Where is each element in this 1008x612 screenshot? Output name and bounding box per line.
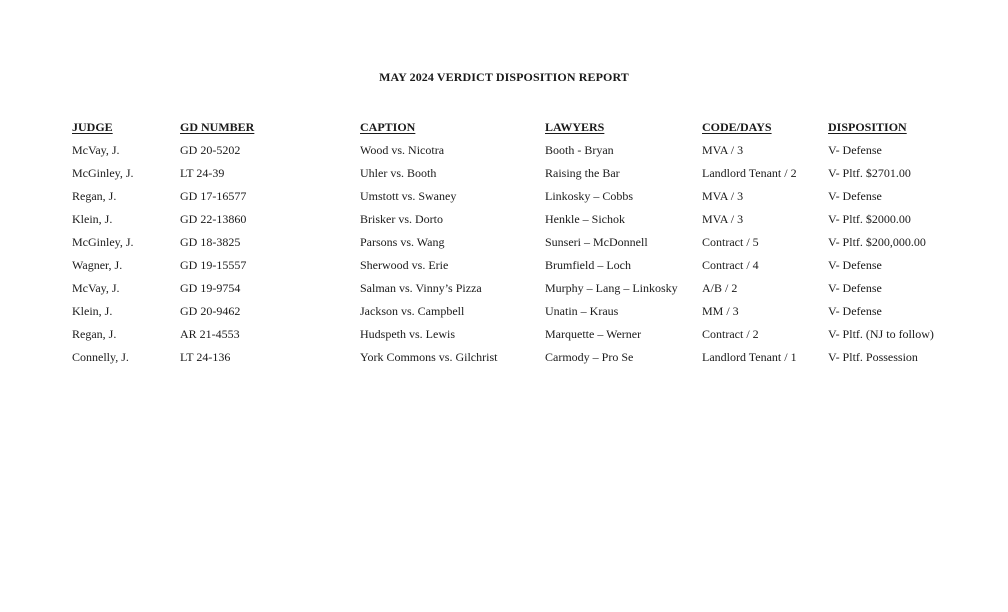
cell-code-days: Contract / 2 xyxy=(702,327,759,341)
table-row xyxy=(72,300,968,323)
cell-judge: Klein, J. xyxy=(72,304,113,318)
cell-caption: Uhler vs. Booth xyxy=(360,166,437,180)
cell-caption: Salman vs. Vinny’s Pizza xyxy=(360,281,482,295)
cell-caption: Hudspeth vs. Lewis xyxy=(360,327,455,341)
cell-lawyers: Marquette – Werner xyxy=(545,327,642,341)
table-row xyxy=(72,208,968,231)
cell-code-days: MVA / 3 xyxy=(702,212,744,226)
cell-judge: Klein, J. xyxy=(72,212,113,226)
cell-judge: Regan, J. xyxy=(72,189,117,203)
table-row xyxy=(72,254,968,277)
column-header-disposition: DISPOSITION xyxy=(828,120,907,134)
table-row xyxy=(72,323,968,346)
cell-lawyers: Carmody – Pro Se xyxy=(545,350,634,364)
table-row xyxy=(72,277,968,300)
cell-disposition: V- Pltf. Possession xyxy=(828,350,918,364)
cell-judge: Connelly, J. xyxy=(72,350,129,364)
column-header-gd-number: GD NUMBER xyxy=(180,120,255,134)
cell-judge: Wagner, J. xyxy=(72,258,123,272)
cell-gd-number: GD 19-9754 xyxy=(180,281,241,295)
cell-code-days: Landlord Tenant / 2 xyxy=(702,166,797,180)
cell-lawyers: Unatin – Kraus xyxy=(545,304,619,318)
column-header-code-days: CODE/DAYS xyxy=(702,120,772,134)
cell-lawyers: Brumfield – Loch xyxy=(545,258,631,272)
cell-gd-number: LT 24-136 xyxy=(180,350,231,364)
table-header-row xyxy=(72,116,968,139)
cell-gd-number: GD 17-16577 xyxy=(180,189,247,203)
cell-code-days: Landlord Tenant / 1 xyxy=(702,350,797,364)
verdict-table xyxy=(72,116,968,369)
cell-judge: McGinley, J. xyxy=(72,166,134,180)
cell-lawyers: Booth - Bryan xyxy=(545,143,614,157)
cell-caption: Jackson vs. Campbell xyxy=(360,304,465,318)
cell-code-days: Contract / 5 xyxy=(702,235,759,249)
cell-judge: McGinley, J. xyxy=(72,235,134,249)
cell-gd-number: GD 19-15557 xyxy=(180,258,247,272)
cell-caption: York Commons vs. Gilchrist xyxy=(360,350,498,364)
cell-code-days: MVA / 3 xyxy=(702,143,744,157)
table-row xyxy=(72,139,968,162)
cell-disposition: V- Defense xyxy=(828,281,882,295)
cell-code-days: MVA / 3 xyxy=(702,189,744,203)
cell-gd-number: AR 21-4553 xyxy=(180,327,240,341)
cell-lawyers: Linkosky – Cobbs xyxy=(545,189,634,203)
cell-gd-number: GD 22-13860 xyxy=(180,212,247,226)
column-header-judge: JUDGE xyxy=(72,120,113,134)
cell-caption: Umstott vs. Swaney xyxy=(360,189,457,203)
cell-caption: Parsons vs. Wang xyxy=(360,235,445,249)
cell-code-days: Contract / 4 xyxy=(702,258,759,272)
cell-lawyers: Sunseri – McDonnell xyxy=(545,235,648,249)
column-header-lawyers: LAWYERS xyxy=(545,120,605,134)
cell-lawyers: Murphy – Lang – Linkosky xyxy=(545,281,678,295)
cell-disposition: V- Pltf. $2701.00 xyxy=(828,166,911,180)
cell-caption: Brisker vs. Dorto xyxy=(360,212,443,226)
cell-gd-number: LT 24-39 xyxy=(180,166,225,180)
table-row xyxy=(72,162,968,185)
cell-disposition: V- Pltf. $200,000.00 xyxy=(828,235,926,249)
table-row xyxy=(72,231,968,254)
column-header-caption: CAPTION xyxy=(360,120,416,134)
cell-judge: McVay, J. xyxy=(72,143,120,157)
cell-gd-number: GD 20-5202 xyxy=(180,143,241,157)
cell-lawyers: Raising the Bar xyxy=(545,166,620,180)
cell-disposition: V- Defense xyxy=(828,258,882,272)
report-title: MAY 2024 VERDICT DISPOSITION REPORT xyxy=(379,70,629,84)
cell-judge: McVay, J. xyxy=(72,281,120,295)
cell-code-days: MM / 3 xyxy=(702,304,739,318)
cell-disposition: V- Defense xyxy=(828,189,882,203)
cell-disposition: V- Defense xyxy=(828,143,882,157)
table-row xyxy=(72,346,968,369)
cell-judge: Regan, J. xyxy=(72,327,117,341)
cell-disposition: V- Defense xyxy=(828,304,882,318)
cell-code-days: A/B / 2 xyxy=(702,281,738,295)
cell-lawyers: Henkle – Sichok xyxy=(545,212,625,226)
table-row xyxy=(72,185,968,208)
cell-caption: Sherwood vs. Erie xyxy=(360,258,449,272)
cell-gd-number: GD 20-9462 xyxy=(180,304,241,318)
cell-gd-number: GD 18-3825 xyxy=(180,235,241,249)
cell-caption: Wood vs. Nicotra xyxy=(360,143,445,157)
cell-disposition: V- Pltf. $2000.00 xyxy=(828,212,911,226)
cell-disposition: V- Pltf. (NJ to follow) xyxy=(828,327,934,341)
